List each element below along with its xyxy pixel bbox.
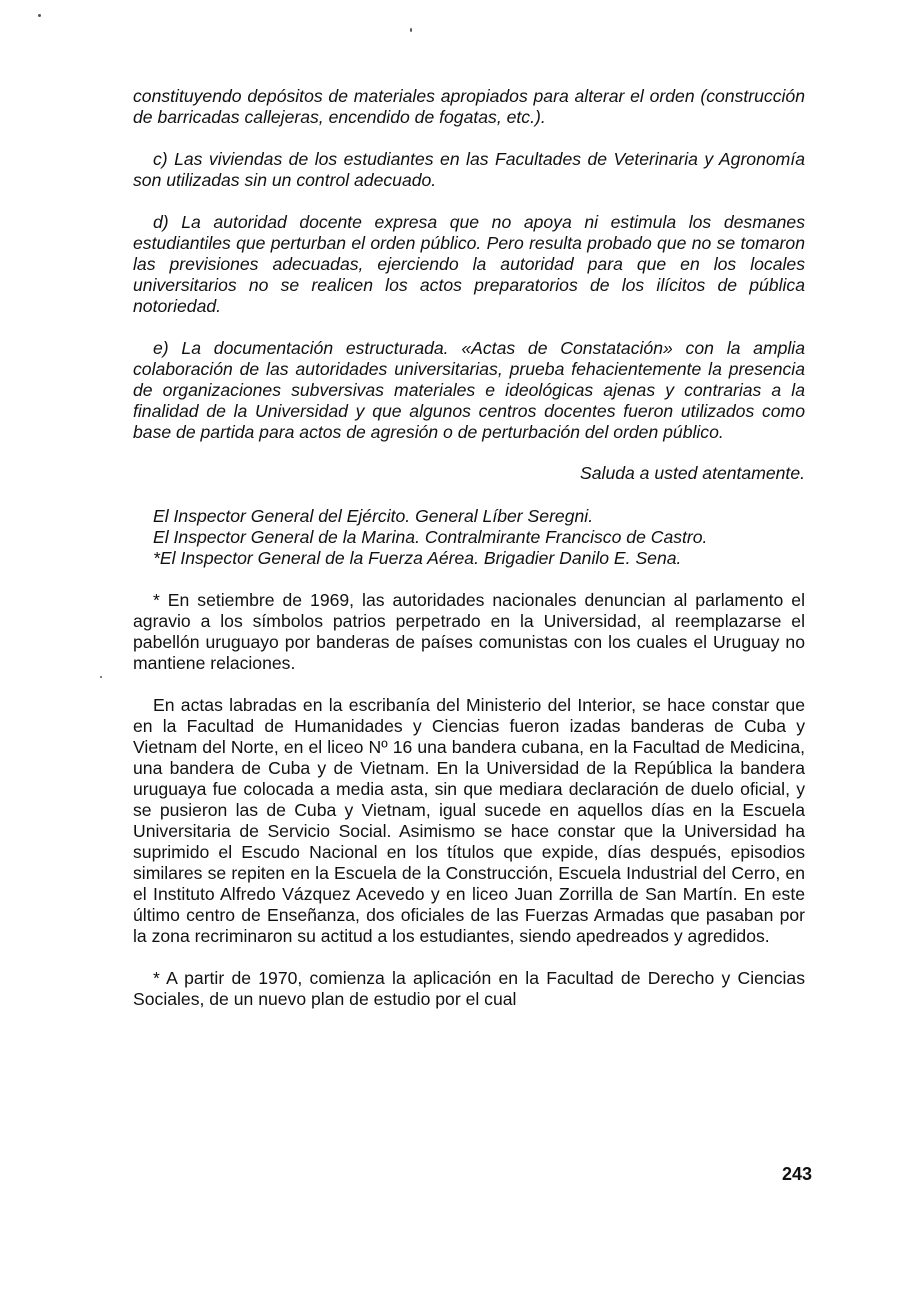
signature-block [133,506,805,569]
paragraph-actas: En actas labradas en la escribanía del Ministerio del Interior, se hace constar que en la Facultad de Humanidades y Ciencias fueron izadas banderas de Cuba y Vietnam del Norte, en el liceo Nº 16 una bandera cubana, en la Facultad de Medicina, una bandera de Cuba y de Vietnam. En la Universidad de la República la bandera uruguaya fue colocada a media asta, sin que mediara declaración de duelo oficial, y se pusieron las de Cuba y Vietnam, igual sucede en aquellos días en la Escuela Universitaria de Servicio Social. Asimismo se hace constar que la Universidad ha suprimido el Escudo Nacional en los títulos que expide, días después, episodios similares se repiten en la Escuela de la Construcción, Escuela Industrial del Cerro, en el Instituto Alfredo Vázquez Acevedo y en liceo Juan Zorrilla de San Martín. En este último centro de Enseñanza, dos oficiales de las Fuerzas Armadas que pasaban por la zona recriminaron su actitud a los estudiantes, siendo apedreados y agredidos. [133,695,805,946]
signature-army: El Inspector General del Ejército. General Líber Seregni. [153,506,594,526]
paragraph-item-c: c) Las viviendas de los estudiantes en las Facultades de Veterinaria y Agronomía son utilizadas sin un control adecuado. [133,149,805,190]
signature-navy: El Inspector General de la Marina. Contralmirante Francisco de Castro. [153,527,708,547]
paragraph-item-d: d) La autoridad docente expresa que no apoya ni estimula los desmanes estudiantiles que perturban el orden público. Pero resulta probado que no se tomaron las previsiones adecuadas, ejerciendo la autoridad para que en los locales universitarios no se realicen los actos preparatorios de los ilícitos de pública notoriedad. [133,212,805,316]
scan-speck [38,14,41,17]
page-number: 243 [781,1164,812,1184]
document-page [133,86,805,1010]
signature-air-force: *El Inspector General de la Fuerza Aérea. Brigadier Danilo E. Sena. [153,548,682,568]
closing-salutation: Saluda a usted atentamente. [580,463,805,483]
paragraph-1969: * En setiembre de 1969, las autoridades nacionales denuncian al parlamento el agravio a los símbolos patrios perpetrado en la Universidad, al reemplazarse el pabellón uruguayo por banderas de países comunistas con los cuales el Uruguay no mantiene relaciones. [133,590,805,673]
paragraph-item-e: e) La documentación estructurada. «Actas de Constatación» con la amplia colaboración de las autoridades universitarias, prueba fehacientemente la presencia de organizaciones subversivas materiales e ideológicas ajenas y contrarias a la finalidad de la Universidad y que algunos centros docentes fueron utilizados como base de partida para actos de agresión o de perturbación del orden público. [133,338,805,442]
scan-speck [100,676,102,678]
paragraph-1970: * A partir de 1970, comienza la aplicación en la Facultad de Derecho y Ciencias Sociales, de un nuevo plan de estudio por el cual [133,968,805,1009]
paragraph-continuation: constituyendo depósitos de materiales apropiados para alterar el orden (construcción de barricadas callejeras, encendido de fogatas, etc.). [133,86,805,127]
scan-speck [410,28,412,32]
